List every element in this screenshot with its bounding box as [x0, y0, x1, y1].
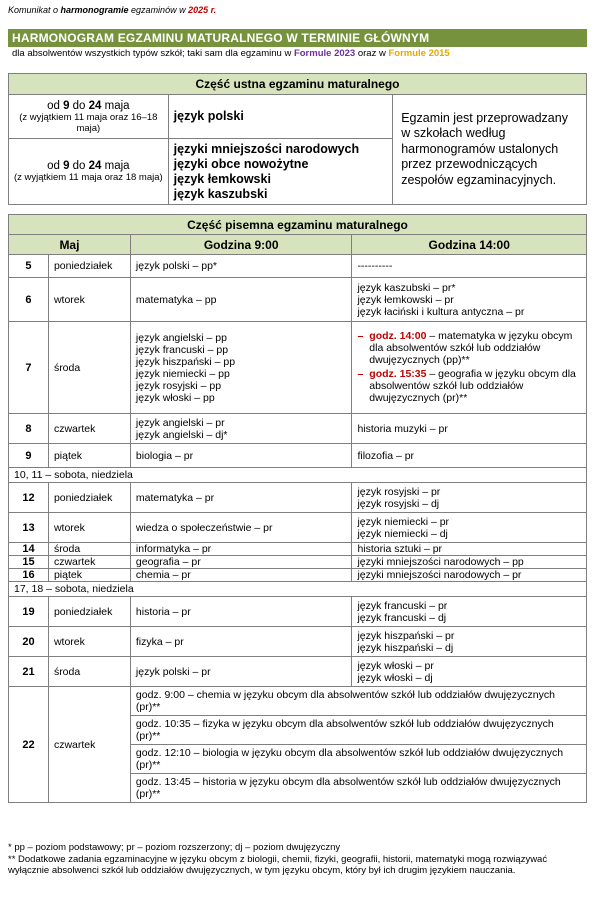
afternoon-exams: [352, 322, 587, 414]
exam-item: języki mniejszości narodowych – pr: [357, 569, 522, 581]
table-row: [9, 569, 587, 582]
day-number: 9: [9, 444, 49, 468]
weekday: piątek: [48, 444, 130, 468]
afternoon-exams: [352, 255, 587, 278]
day-number: 22: [9, 687, 49, 803]
oral-exam-table: [8, 73, 587, 205]
subtitle-formula-2023: Formule 2023: [293, 48, 356, 59]
table-row: [9, 468, 587, 483]
exam-item: język rosyjski – dj: [357, 497, 440, 510]
exam-item: biologia – pr: [135, 449, 194, 462]
exam-item: język włoski – pr: [357, 659, 434, 672]
exam-item: język włoski – pp: [135, 391, 215, 404]
weekday: środa: [48, 322, 130, 414]
morning-exams: [130, 657, 352, 687]
morning-exams: [130, 322, 352, 414]
exam-item: fizyka – pr: [135, 635, 184, 648]
morning-exams: [130, 278, 352, 322]
oral-header: Część ustna egzaminu maturalnego: [9, 74, 587, 95]
exam-item: język niemiecki – dj: [357, 527, 448, 540]
table-row: [9, 278, 587, 322]
table-row: [9, 322, 587, 414]
top-note-bold: harmonogramie: [60, 5, 129, 15]
table-row: [9, 556, 587, 569]
top-note-prefix: Komunikat o: [8, 5, 61, 15]
afternoon-exams: [352, 444, 587, 468]
exam-item: – godz. 14:00 – matematyka w języku obcym dla absolwentów szkół lub oddziałów dwujęzycznych (pp)**: [357, 329, 573, 366]
afternoon-exams: [352, 556, 587, 569]
footnote-1: * pp – poziom podstawowy; pr – poziom rozszerzony; dj – poziom dwujęzyczny: [8, 842, 341, 853]
afternoon-exams: [352, 597, 587, 627]
exam-item: historia muzyki – pr: [357, 422, 448, 435]
day-number: 13: [9, 513, 49, 543]
exam-item: język angielski – dj*: [135, 428, 228, 441]
exam-item: język angielski – pp: [135, 331, 227, 344]
exam-item: język łaciński i kultura antyczna – pr: [357, 305, 525, 318]
weekday: środa: [48, 657, 130, 687]
table-row: [9, 597, 587, 627]
exam-item: matematyka – pp: [135, 293, 217, 306]
weekday: piątek: [48, 569, 130, 582]
weekday: czwartek: [48, 556, 130, 569]
afternoon-exams: [352, 414, 587, 444]
exam-item: ----------: [357, 260, 393, 272]
exam-item: wiedza o społeczeństwie – pr: [135, 521, 273, 534]
exam-item: języki mniejszości narodowych – pp: [357, 556, 524, 568]
weekend-row: 17, 18 – sobota, niedziela: [9, 582, 587, 597]
subtitle: [8, 48, 587, 59]
weekday: środa: [48, 543, 130, 556]
exam-item: chemia – pr: [135, 569, 191, 581]
weekend-row: 10, 11 – sobota, niedziela: [9, 468, 587, 483]
weekday: poniedziałek: [48, 597, 130, 627]
exam-item: godz. 13:45 – historia w języku obcym dla absolwentów szkół lub oddziałów dwujęzycznych (pr)**: [130, 774, 586, 803]
exam-item: język francuski – dj: [357, 611, 447, 624]
oral-dates-2: od 9 do 24 maja (z wyjątkiem 11 maja oraz 18 maja): [9, 139, 169, 205]
day-number: 7: [9, 322, 49, 414]
afternoon-exams: [352, 569, 587, 582]
exam-item: język łemkowski – pr: [357, 293, 454, 306]
day-number: 12: [9, 483, 49, 513]
exam-item: język francuski – pr: [357, 599, 448, 612]
exam-item: język rosyjski – pr: [357, 485, 441, 498]
morning-exams: [130, 255, 352, 278]
weekday: poniedziałek: [48, 483, 130, 513]
oral-lang-polish: język polski: [168, 95, 393, 139]
top-note: [8, 5, 216, 15]
exam-item: język hiszpański – pr: [357, 629, 455, 642]
table-row: [9, 444, 587, 468]
table-row: [9, 483, 587, 513]
day-number: 14: [9, 543, 49, 556]
day-number: 8: [9, 414, 49, 444]
afternoon-exams: [352, 627, 587, 657]
footnotes: [8, 842, 587, 877]
exam-item: język hiszpański – pp: [135, 355, 236, 368]
exam-item: język polski – pp*: [135, 260, 218, 272]
morning-exams: [130, 543, 352, 556]
day-number: 20: [9, 627, 49, 657]
exam-item: język włoski – dj: [357, 671, 433, 684]
exam-item: historia sztuki – pr: [357, 543, 443, 555]
exam-item: geografia – pr: [135, 556, 201, 568]
col-14: Godzina 14:00: [352, 235, 587, 255]
written-header: Część pisemna egzaminu maturalnego: [9, 215, 587, 235]
weekday: wtorek: [48, 627, 130, 657]
exam-item: język angielski – pr: [135, 416, 225, 429]
day-number: 15: [9, 556, 49, 569]
afternoon-exams: [352, 543, 587, 556]
exam-item: informatyka – pr: [135, 543, 212, 555]
exam-item: historia – pr: [135, 605, 191, 618]
exam-item: język niemiecki – pr: [357, 515, 450, 528]
written-exam-table: [8, 214, 587, 803]
page-title: HARMONOGRAM EGZAMINU MATURALNEGO W TERMINIE GŁÓWNYM: [8, 29, 587, 47]
exam-item: godz. 12:10 – biologia w języku obcym dla absolwentów szkół lub oddziałów dwujęzycznych (pr)**: [130, 745, 586, 774]
subtitle-text: dla absolwentów wszystkich typów szkół; taki sam dla egzaminu w: [12, 48, 294, 59]
afternoon-exams: [352, 483, 587, 513]
table-row: [9, 657, 587, 687]
weekday: czwartek: [48, 414, 130, 444]
exam-item: język francuski – pp: [135, 343, 229, 356]
day-number: 21: [9, 657, 49, 687]
subtitle-mid: oraz w: [355, 48, 389, 59]
table-row: [9, 627, 587, 657]
exam-item: język polski – pr: [135, 665, 211, 678]
table-row: [9, 255, 587, 278]
table-row: [9, 582, 587, 597]
afternoon-exams: [352, 657, 587, 687]
day-number: 5: [9, 255, 49, 278]
exam-item: – godz. 15:35 – geografia w języku obcym dla absolwentów szkół lub oddziałów dwujęzycznych (pr)**: [357, 367, 576, 404]
exam-item: język rosyjski – pp: [135, 379, 222, 392]
weekday: poniedziałek: [48, 255, 130, 278]
afternoon-exams: [352, 513, 587, 543]
morning-exams: [130, 569, 352, 582]
weekday: wtorek: [48, 513, 130, 543]
morning-exams: [130, 627, 352, 657]
col-9: Godzina 9:00: [130, 235, 352, 255]
morning-exams: [130, 513, 352, 543]
top-note-middle: egzaminów w: [128, 5, 189, 15]
weekday: wtorek: [48, 278, 130, 322]
col-month: Maj: [9, 235, 131, 255]
exam-item: język niemiecki – pp: [135, 367, 230, 380]
day-number: 19: [9, 597, 49, 627]
table-row: [9, 687, 587, 716]
morning-exams: [130, 444, 352, 468]
footnote-2: ** Dodatkowe zadania egzaminacyjne w języku obcym z biologii, chemii, fizyki, geografii, historii, matematyki mogą rozwiązywać wyłącznie absolwenci szkół lub oddziałów dwujęzycznych, w tym języku obcym, który był ich drugim językiem nauczania.: [8, 853, 548, 876]
morning-exams: [130, 597, 352, 627]
day-number: 16: [9, 569, 49, 582]
exam-item: język hiszpański – dj: [357, 641, 454, 654]
morning-exams: [130, 483, 352, 513]
day-number: 6: [9, 278, 49, 322]
exam-item: język kaszubski – pr*: [357, 281, 456, 294]
oral-note: Egzamin jest przeprowadzany w szkołach według harmonogramów ustalonych przez przewodniczących zespołów egzaminacyjnych.: [393, 95, 587, 205]
subtitle-formula-2015: Formule 2015: [388, 48, 450, 59]
exam-item: matematyka – pr: [135, 491, 215, 504]
exam-item: godz. 9:00 – chemia w języku obcym dla absolwentów szkół lub oddziałów dwujęzycznych (pr)**: [130, 687, 586, 716]
exam-item: godz. 10:35 – fizyka w języku obcym dla absolwentów szkół lub oddziałów dwujęzycznych (pr)**: [130, 716, 586, 745]
morning-exams: [130, 414, 352, 444]
table-row: [9, 543, 587, 556]
top-note-year: 2025 r.: [188, 5, 217, 15]
afternoon-exams: [352, 278, 587, 322]
morning-exams: [130, 556, 352, 569]
weekday: czwartek: [48, 687, 130, 803]
exam-item: filozofia – pr: [357, 449, 415, 462]
oral-dates-1: od 9 do 24 maja (z wyjątkiem 11 maja oraz 16–18 maja): [9, 95, 169, 139]
table-row: [9, 414, 587, 444]
oral-lang-list: języki mniejszości narodowych języki obce nowożytne język łemkowski język kaszubski: [168, 139, 393, 205]
table-row: [9, 513, 587, 543]
